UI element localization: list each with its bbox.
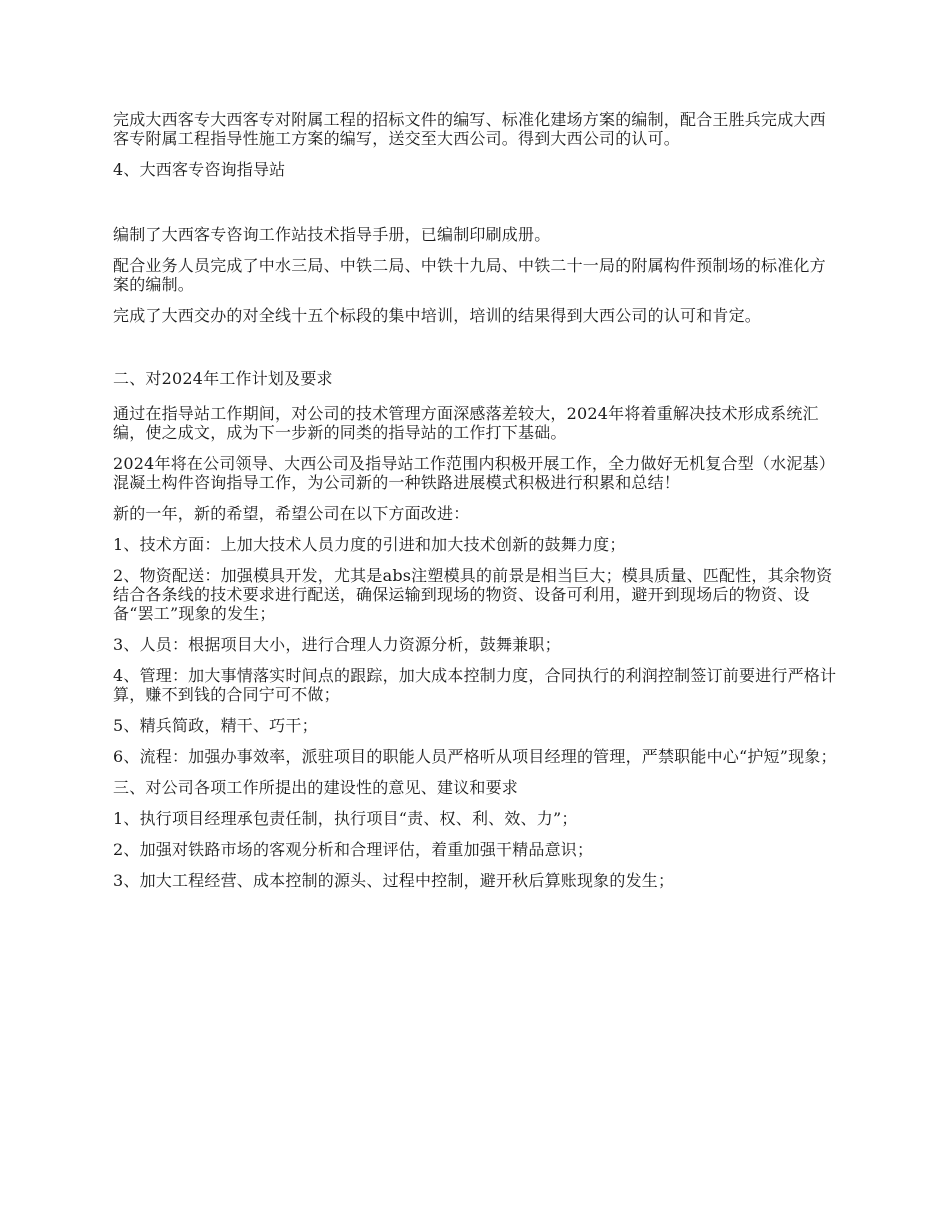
document-body <box>113 110 840 902</box>
paragraph: 2024年将在公司领导、大西公司及指导站工作范围内积极开展工作，全力做好无机复合型（水泥基）混凝土构件咨询指导工作，为公司新的一种铁路进展模式积极进行积累和总结！ <box>113 454 835 492</box>
list-item: 2、加强对铁路市场的客观分析和合理评估，着重加强干精品意识； <box>113 840 594 859</box>
section-heading-2: 二、对2024年工作计划及要求 <box>113 369 333 388</box>
paragraph: 通过在指导站工作期间，对公司的技术管理方面深感落差较大，2024年将着重解决技术形成系统汇编，使之成文，成为下一步新的同类的指导站的工作打下基础。 <box>113 404 819 442</box>
list-item: 2、物资配送：加强模具开发，尤其是abs注塑模具的前景是相当巨大；模具质量、匹配性，其余物资结合各条线的技术要求进行配送，确保运输到现场的物资、设备可利用，避开到现场后的物资、设备“罢工”现象的发生； <box>113 566 833 623</box>
list-item: 5、精兵简政，精干、巧干； <box>113 716 318 735</box>
paragraph: 完成大西客专大西客专对附属工程的招标文件的编写、标准化建场方案的编制，配合王胜兵完成大西客专附属工程指导性施工方案的编写，送交至大西公司。得到大西公司的认可。 <box>113 110 826 148</box>
section-heading-3: 三、对公司各项工作所提出的建设性的意见、建议和要求 <box>113 778 519 797</box>
list-item: 6、流程：加强办事效率，派驻项目的职能人员严格听从项目经理的管理，严禁职能中心“护短”现象； <box>113 747 837 766</box>
paragraph: 配合业务人员完成了中水三局、中铁二局、中铁十九局、中铁二十一局的附属构件预制场的标准化方案的编制。 <box>113 256 826 294</box>
list-item: 1、技术方面：上加大技术人员力度的引进和加大技术创新的鼓舞力度； <box>113 535 626 554</box>
list-item: 1、执行项目经理承包责任制，执行项目“责、权、利、效、力”； <box>113 809 578 828</box>
list-item: 4、管理：加大事情落实时间点的跟踪，加大成本控制力度，合同执行的利润控制签订前要进行严格计算，赚不到钱的合同宁可不做； <box>113 666 837 704</box>
list-item: 3、人员：根据项目大小，进行合理人力资源分析，鼓舞兼职； <box>113 635 561 654</box>
section-item-heading: 4、大西客专咨询指导站 <box>113 160 286 179</box>
paragraph: 新的一年，新的希望，希望公司在以下方面改进： <box>113 504 470 523</box>
list-item: 3、加大工程经营、成本控制的源头、过程中控制，避开秋后算账现象的发生； <box>113 871 675 890</box>
paragraph: 编制了大西客专咨询工作站技术指导手册，已编制印刷成册。 <box>113 225 551 244</box>
paragraph: 完成了大西交办的对全线十五个标段的集中培训，培训的结果得到大西公司的认可和肯定。 <box>113 306 762 325</box>
